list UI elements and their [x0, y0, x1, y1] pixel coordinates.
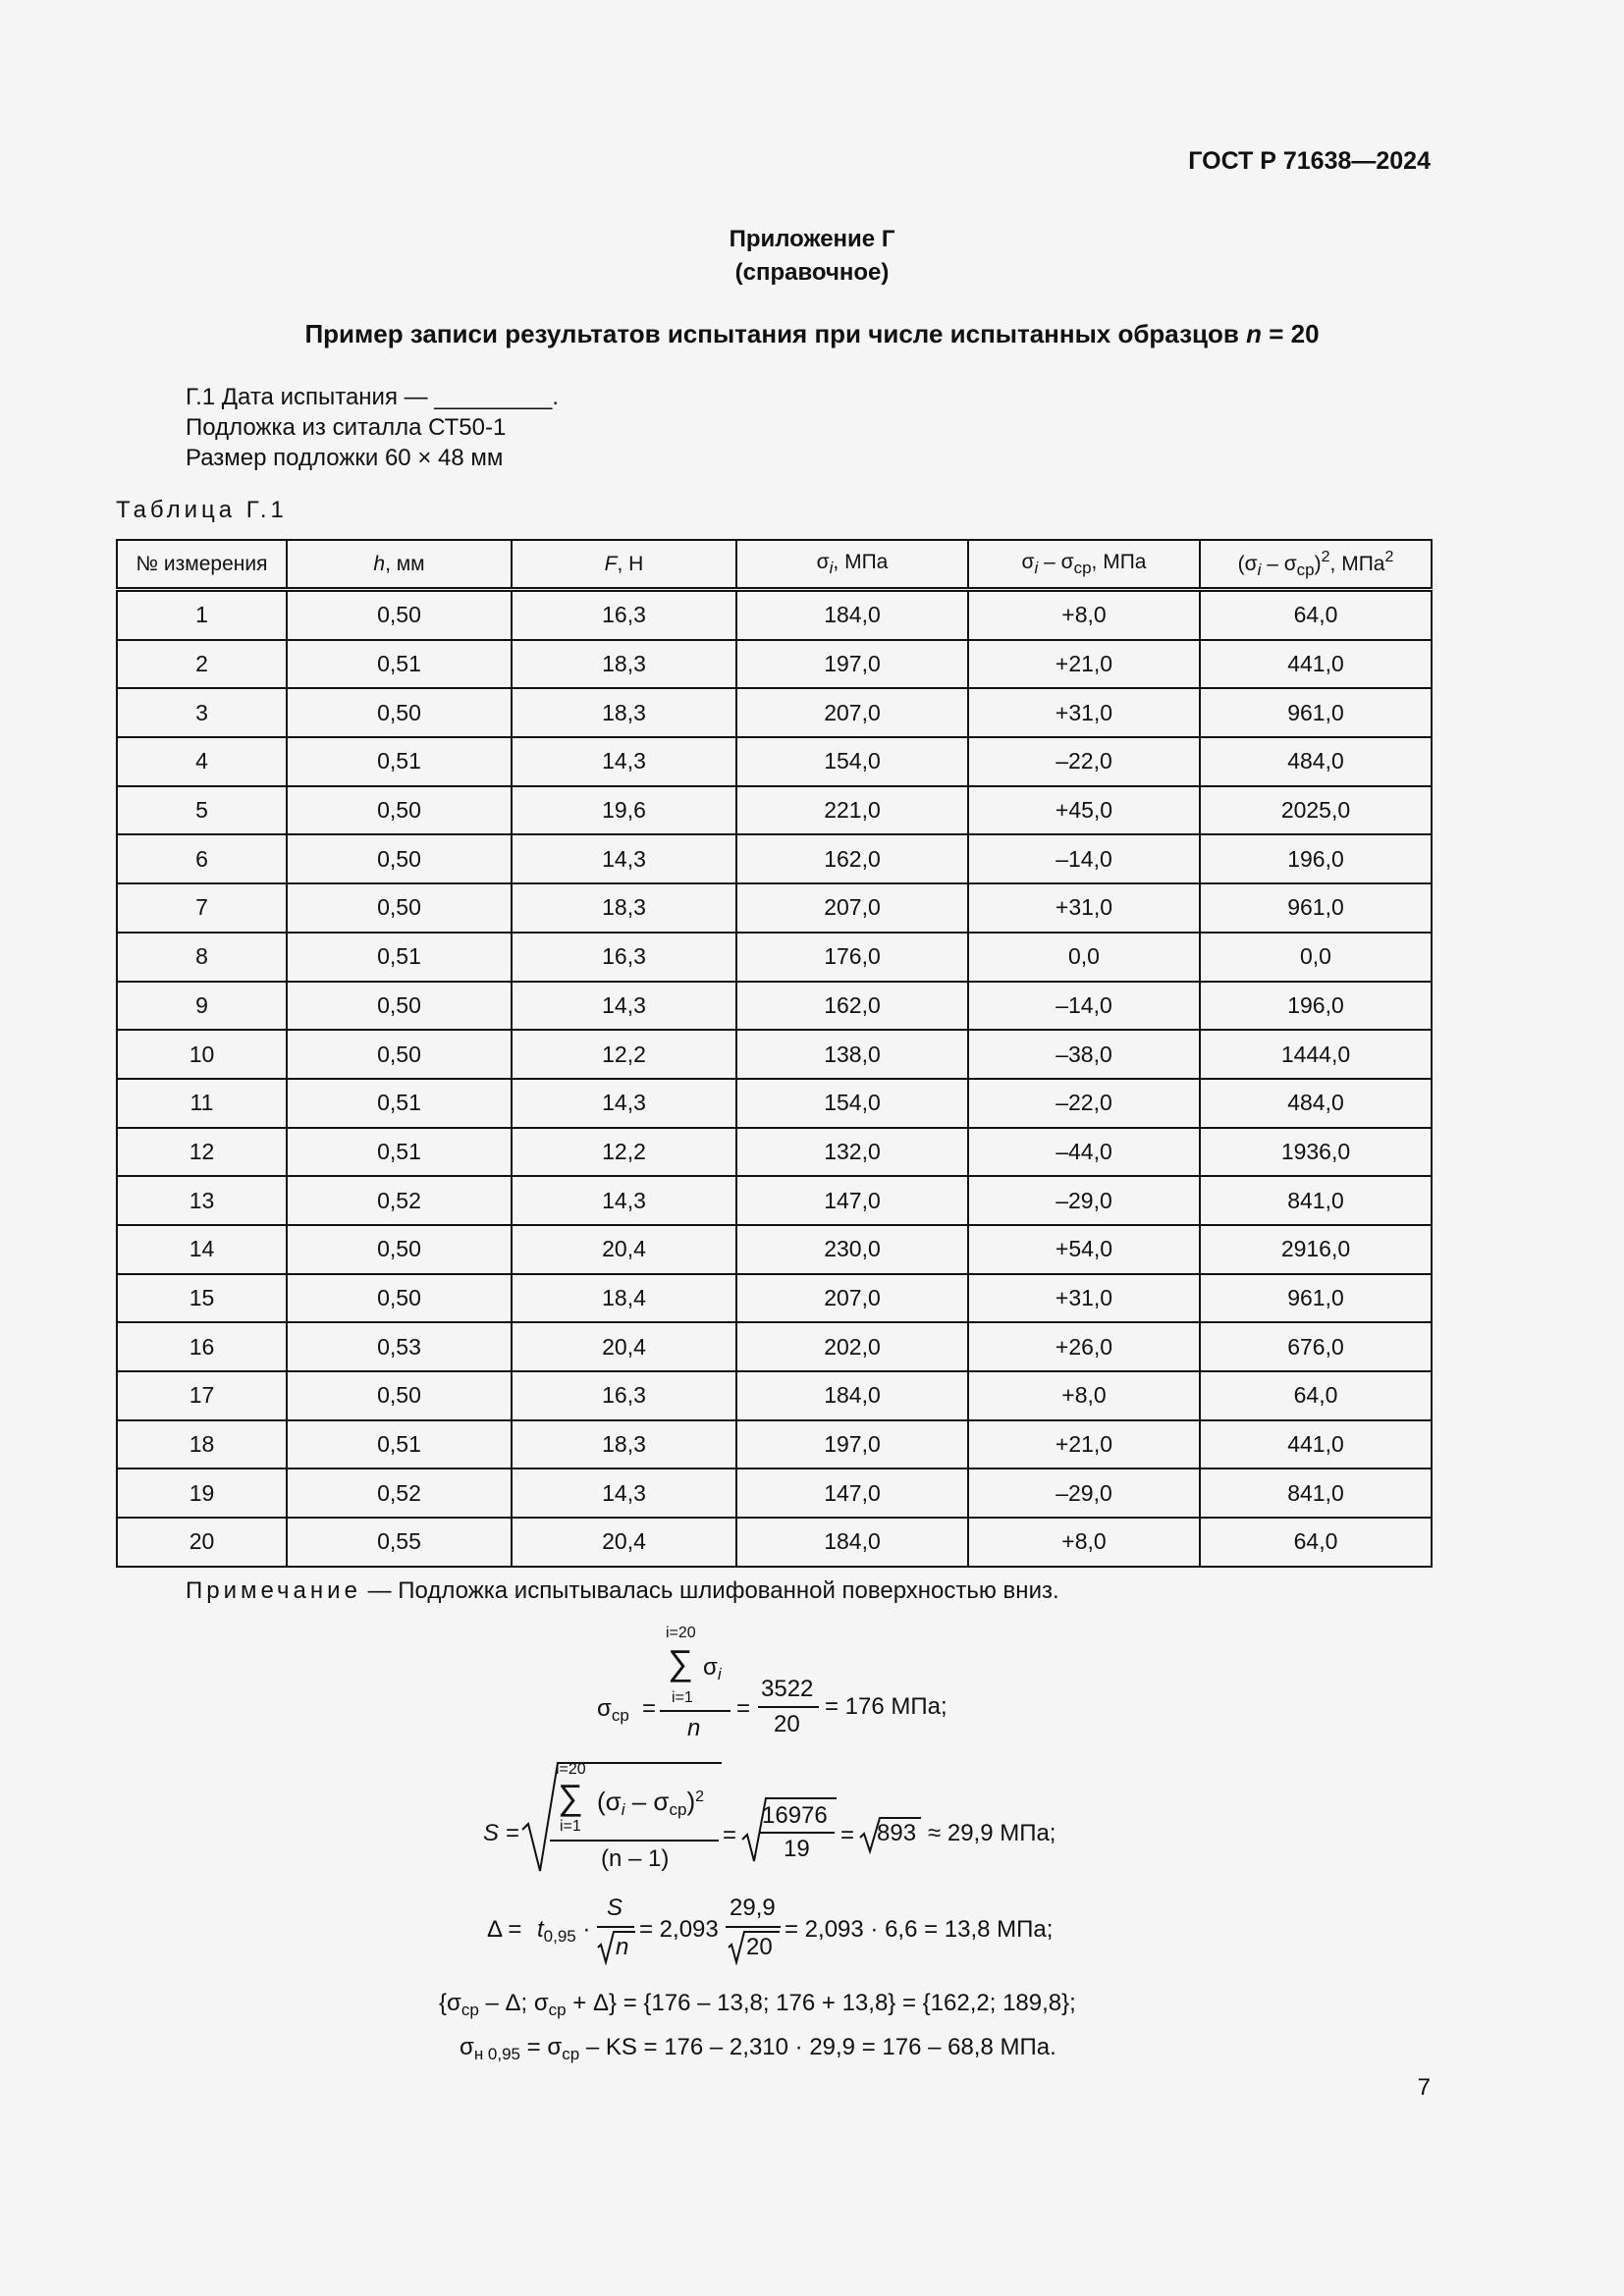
table-row	[117, 883, 1432, 933]
mean-sum-symbol: ∑	[668, 1642, 693, 1682]
section-title-prefix: Пример записи результатов испытания при числе испытанных образцов	[304, 319, 1239, 348]
cell-f-value: 14,3	[512, 1079, 736, 1128]
appendix-kind: (справочное)	[734, 259, 890, 286]
table-row	[117, 1079, 1432, 1128]
cell-squared-deviation-value: 484,0	[1200, 737, 1432, 786]
mean-eq2: =	[736, 1695, 751, 1722]
cell-deviation-value: –38,0	[968, 1030, 1200, 1079]
cell-sigma-value: 162,0	[736, 982, 968, 1031]
cell-sigma-value: 230,0	[736, 1225, 968, 1274]
table-row	[117, 640, 1432, 689]
table-row	[117, 1322, 1432, 1371]
cell-measurement-number: 14	[117, 1225, 287, 1274]
cell-measurement-number: 11	[117, 1079, 287, 1128]
formula-lower-bound: $\sigma_{н 0,95} = \sigma_{ср}$ – KS = 176 – 2,310 · 29,9 = 176 – 68,8 МПа.	[460, 2034, 1056, 2063]
formula-delta	[0, 1896, 1624, 1971]
table-row	[117, 1030, 1432, 1079]
cell-h-value: 0,50	[287, 982, 512, 1031]
mean-eq: =	[642, 1695, 657, 1722]
cell-h-value: 0,51	[287, 640, 512, 689]
cell-measurement-number: 17	[117, 1371, 287, 1420]
cell-measurement-number: 12	[117, 1128, 287, 1177]
cell-deviation-value: +8,0	[968, 1371, 1200, 1420]
cell-h-value: 0,50	[287, 834, 512, 883]
cell-sigma-value: 221,0	[736, 786, 968, 835]
sd-eq2: =	[723, 1822, 737, 1848]
cell-h-value: 0,50	[287, 883, 512, 933]
cell-squared-deviation-value: 1444,0	[1200, 1030, 1432, 1079]
cell-deviation-value: +31,0	[968, 883, 1200, 933]
cell-f-value: 20,4	[512, 1322, 736, 1371]
table-row	[117, 1274, 1432, 1323]
cell-squared-deviation-value: 2025,0	[1200, 786, 1432, 835]
cell-h-value: 0,50	[287, 1225, 512, 1274]
cell-measurement-number: 5	[117, 786, 287, 835]
section-title-suffix: = 20	[1261, 319, 1320, 348]
cell-deviation-value: +54,0	[968, 1225, 1200, 1274]
sd-denominator2: 19	[784, 1836, 810, 1862]
cell-sigma-value: 132,0	[736, 1128, 968, 1177]
table-row	[117, 688, 1432, 737]
cell-deviation-value: –22,0	[968, 1079, 1200, 1128]
cell-h-value: 0,51	[287, 933, 512, 982]
cell-f-value: 18,3	[512, 688, 736, 737]
cell-measurement-number: 18	[117, 1420, 287, 1469]
delta-result: = 2,093 · 6,6 = 13,8 МПа;	[785, 1916, 1054, 1943]
cell-deviation-value: –44,0	[968, 1128, 1200, 1177]
cell-f-value: 18,3	[512, 1420, 736, 1469]
mean-lhs: $\sigma_{ср}$	[597, 1695, 629, 1725]
cell-h-value: 0,50	[287, 1371, 512, 1420]
cell-squared-deviation-value: 64,0	[1200, 1371, 1432, 1420]
cell-h-value: 0,50	[287, 1274, 512, 1323]
cell-h-value: 0,52	[287, 1176, 512, 1225]
cell-h-value: 0,51	[287, 737, 512, 786]
delta-numerator2: 29,9	[730, 1895, 776, 1921]
sd-denominator: (n – 1)	[601, 1845, 670, 1872]
table-row	[117, 1420, 1432, 1469]
cell-measurement-number: 10	[117, 1030, 287, 1079]
table-row	[117, 590, 1432, 640]
cell-f-value: 14,3	[512, 737, 736, 786]
cell-deviation-value: –22,0	[968, 737, 1200, 786]
cell-deviation-value: –29,0	[968, 1468, 1200, 1518]
section-title	[0, 319, 1624, 349]
cell-f-value: 18,4	[512, 1274, 736, 1323]
cell-squared-deviation-value: 841,0	[1200, 1176, 1432, 1225]
cell-h-value: 0,53	[287, 1322, 512, 1371]
cell-h-value: 0,50	[287, 1030, 512, 1079]
table-row	[117, 786, 1432, 835]
cell-squared-deviation-value: 841,0	[1200, 1468, 1432, 1518]
mean-sum-top: i=20	[666, 1625, 696, 1641]
table-header-row	[117, 540, 1432, 590]
cell-h-value: 0,50	[287, 786, 512, 835]
table-row	[117, 737, 1432, 786]
cell-sigma-value: 207,0	[736, 883, 968, 933]
section-title-var: n	[1246, 319, 1262, 348]
sd-eq: =	[506, 1820, 520, 1846]
cell-measurement-number: 19	[117, 1468, 287, 1518]
cell-h-value: 0,51	[287, 1079, 512, 1128]
cell-measurement-number: 13	[117, 1176, 287, 1225]
sd-result: ≈ 29,9 МПа;	[928, 1820, 1056, 1846]
cell-measurement-number: 1	[117, 590, 287, 640]
note-label: Примечание	[186, 1577, 361, 1604]
table-caption: Таблица Г.1	[116, 497, 288, 523]
cell-f-value: 12,2	[512, 1030, 736, 1079]
header-measurement-number: № измерения	[117, 540, 287, 590]
cell-squared-deviation-value: 64,0	[1200, 590, 1432, 640]
cell-sigma-value: 184,0	[736, 590, 968, 640]
cell-f-value: 12,2	[512, 1128, 736, 1177]
sd-sum-top: i=20	[556, 1761, 586, 1778]
cell-h-value: 0,50	[287, 590, 512, 640]
sd-eq3: =	[840, 1822, 855, 1848]
results-table	[116, 539, 1433, 1568]
delta-numerator: S	[607, 1895, 623, 1921]
cell-measurement-number: 6	[117, 834, 287, 883]
page-number: 7	[1417, 2074, 1431, 2101]
cell-h-value: 0,51	[287, 1128, 512, 1177]
mean-denominator2: 20	[774, 1711, 800, 1737]
delta-mid: = 2,093	[639, 1916, 719, 1943]
cell-sigma-value: 207,0	[736, 688, 968, 737]
cell-f-value: 16,3	[512, 1371, 736, 1420]
delta-den-root: n	[616, 1934, 629, 1960]
sd-sum-symbol: ∑	[558, 1777, 583, 1817]
sd-sum-bottom: i=1	[560, 1818, 581, 1835]
cell-sigma-value: 147,0	[736, 1176, 968, 1225]
cell-squared-deviation-value: 64,0	[1200, 1518, 1432, 1567]
cell-sigma-value: 197,0	[736, 640, 968, 689]
mean-result: = 176 МПа;	[825, 1693, 947, 1720]
table-row	[117, 1128, 1432, 1177]
cell-h-value: 0,52	[287, 1468, 512, 1518]
cell-squared-deviation-value: 2916,0	[1200, 1225, 1432, 1274]
cell-f-value: 20,4	[512, 1225, 736, 1274]
sd-root3: 893	[877, 1820, 917, 1846]
table-row	[117, 834, 1432, 883]
formula-sd	[0, 1757, 1624, 1885]
cell-deviation-value: +45,0	[968, 786, 1200, 835]
cell-h-value: 0,55	[287, 1518, 512, 1567]
cell-squared-deviation-value: 961,0	[1200, 1274, 1432, 1323]
cell-deviation-value: –14,0	[968, 982, 1200, 1031]
cell-f-value: 14,3	[512, 982, 736, 1031]
table-row	[117, 1371, 1432, 1420]
cell-sigma-value: 176,0	[736, 933, 968, 982]
cell-sigma-value: 147,0	[736, 1468, 968, 1518]
sd-term: $(\sigma_i - \sigma_{ср})^2$	[597, 1787, 705, 1819]
delta-t: $t_{0,95}$ ·	[537, 1916, 591, 1946]
cell-f-value: 18,3	[512, 883, 736, 933]
header-squared-deviation: $(\sigma_i - \sigma_{ср})^2$, МПа$^2$	[1200, 540, 1432, 590]
cell-measurement-number: 2	[117, 640, 287, 689]
intro-line-date: Г.1 Дата испытания — _________.	[186, 384, 560, 410]
cell-sigma-value: 138,0	[736, 1030, 968, 1079]
cell-measurement-number: 8	[117, 933, 287, 982]
document-code: ГОСТ Р 71638—2024	[1188, 147, 1431, 175]
cell-f-value: 18,3	[512, 640, 736, 689]
delta-lhs: Δ =	[487, 1916, 522, 1943]
cell-f-value: 14,3	[512, 1176, 736, 1225]
cell-squared-deviation-value: 0,0	[1200, 933, 1432, 982]
mean-sum-bottom: i=1	[672, 1689, 693, 1706]
table-row	[117, 982, 1432, 1031]
cell-measurement-number: 4	[117, 737, 287, 786]
table-note	[186, 1577, 1059, 1605]
cell-measurement-number: 9	[117, 982, 287, 1031]
cell-sigma-value: 154,0	[736, 1079, 968, 1128]
cell-sigma-value: 154,0	[736, 737, 968, 786]
cell-deviation-value: +21,0	[968, 640, 1200, 689]
mean-denominator: n	[687, 1715, 701, 1741]
delta-den2-root: 20	[746, 1934, 773, 1960]
intro-line-substrate: Подложка из ситалла СТ50-1	[186, 414, 507, 441]
cell-squared-deviation-value: 1936,0	[1200, 1128, 1432, 1177]
table-row	[117, 933, 1432, 982]
table-body	[117, 590, 1432, 1567]
cell-squared-deviation-value: 961,0	[1200, 688, 1432, 737]
cell-squared-deviation-value: 484,0	[1200, 1079, 1432, 1128]
table-row	[117, 1468, 1432, 1518]
cell-squared-deviation-value: 676,0	[1200, 1322, 1432, 1371]
header-h: h, мм	[287, 540, 512, 590]
cell-squared-deviation-value: 196,0	[1200, 982, 1432, 1031]
header-f: F, Н	[512, 540, 736, 590]
note-text: — Подложка испытывалась шлифованной поверхностью вниз.	[360, 1577, 1059, 1604]
cell-f-value: 20,4	[512, 1518, 736, 1567]
mean-sum-term: $\sigma_i$	[703, 1654, 722, 1683]
cell-measurement-number: 20	[117, 1518, 287, 1567]
cell-deviation-value: –29,0	[968, 1176, 1200, 1225]
cell-squared-deviation-value: 961,0	[1200, 883, 1432, 933]
appendix-title: Приложение Г	[729, 226, 895, 252]
cell-deviation-value: +21,0	[968, 1420, 1200, 1469]
cell-deviation-value: +31,0	[968, 1274, 1200, 1323]
cell-h-value: 0,50	[287, 688, 512, 737]
cell-squared-deviation-value: 441,0	[1200, 640, 1432, 689]
table-row	[117, 1176, 1432, 1225]
cell-f-value: 16,3	[512, 933, 736, 982]
cell-sigma-value: 184,0	[736, 1518, 968, 1567]
cell-f-value: 16,3	[512, 590, 736, 640]
cell-deviation-value: –14,0	[968, 834, 1200, 883]
sd-lhs: S	[483, 1820, 500, 1846]
cell-sigma-value: 197,0	[736, 1420, 968, 1469]
cell-h-value: 0,51	[287, 1420, 512, 1469]
table-row	[117, 1518, 1432, 1567]
cell-deviation-value: 0,0	[968, 933, 1200, 982]
mean-numerator2: 3522	[761, 1676, 814, 1702]
cell-measurement-number: 7	[117, 883, 287, 933]
header-deviation: $\sigma_i - \sigma_{ср}$, МПа	[968, 540, 1200, 590]
cell-deviation-value: +8,0	[968, 590, 1200, 640]
cell-squared-deviation-value: 441,0	[1200, 1420, 1432, 1469]
cell-sigma-value: 207,0	[736, 1274, 968, 1323]
cell-measurement-number: 15	[117, 1274, 287, 1323]
formula-interval: {$\sigma_{ср}$ – Δ; $\sigma_{ср} + \Delta\} = \{176 - 13,8$; 176 + 13,8} = {162,2; 189,8};	[439, 1990, 1076, 2019]
sd-numerator2: 16976	[762, 1802, 828, 1829]
cell-f-value: 14,3	[512, 834, 736, 883]
formula-mean	[0, 1625, 1624, 1752]
table-row	[117, 1225, 1432, 1274]
cell-squared-deviation-value: 196,0	[1200, 834, 1432, 883]
cell-sigma-value: 162,0	[736, 834, 968, 883]
cell-deviation-value: +8,0	[968, 1518, 1200, 1567]
intro-line-size: Размер подложки 60 × 48 мм	[186, 445, 504, 471]
cell-measurement-number: 16	[117, 1322, 287, 1371]
cell-f-value: 14,3	[512, 1468, 736, 1518]
cell-deviation-value: +31,0	[968, 688, 1200, 737]
cell-sigma-value: 202,0	[736, 1322, 968, 1371]
cell-f-value: 19,6	[512, 786, 736, 835]
cell-deviation-value: +26,0	[968, 1322, 1200, 1371]
cell-measurement-number: 3	[117, 688, 287, 737]
header-sigma: $\sigma_i$, МПа	[736, 540, 968, 590]
cell-sigma-value: 184,0	[736, 1371, 968, 1420]
